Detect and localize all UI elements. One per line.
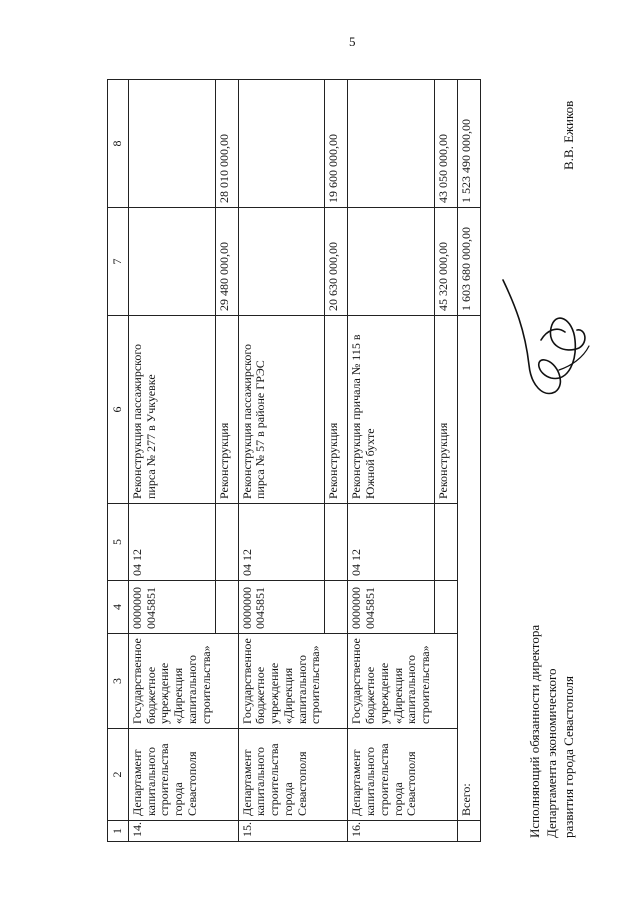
table-row — [348, 80, 435, 842]
description-cell: Реконструкция пассажирского пирса № 57 в районе ГРЭС — [238, 316, 325, 504]
type-cell: Реконструкция — [325, 316, 348, 504]
table-row — [238, 80, 325, 842]
signatory-position-line-1: Исполняющий обязанности директора — [527, 624, 542, 838]
value-8-cell: 43 050 000,00 — [435, 80, 458, 208]
signatory-position-line-3: развития города Севастополя — [561, 675, 576, 838]
section-cell: 04 12 — [238, 504, 325, 581]
description-cell: Реконструкция причала № 115 в Южной бухте — [348, 316, 435, 504]
signatory-position-line-2: Департамента экономического — [544, 668, 559, 838]
table-row — [128, 80, 215, 842]
header-cell: 3 — [108, 634, 129, 729]
type-cell: Реконструкция — [435, 316, 458, 504]
handwritten-signature — [485, 270, 605, 410]
code-cell: 0000000 0045851 — [348, 581, 435, 634]
value-7-cell: 45 320 000,00 — [435, 208, 458, 316]
code-cell: 0000000 0045851 — [238, 581, 325, 634]
signatory-name: В.В. Ежиков — [561, 100, 576, 170]
header-cell: 6 — [108, 316, 129, 504]
header-cell: 1 — [108, 821, 129, 842]
organization-cell: Государственное бюджетное учреждение «Дирекция капитального строительства» — [128, 634, 238, 729]
section-cell: 04 12 — [348, 504, 435, 581]
value-7-cell: 20 630 000,00 — [325, 208, 348, 316]
total-7-cell: 1 603 680 000,00 — [457, 208, 480, 316]
header-cell: 7 — [108, 208, 129, 316]
department-cell: Департамент капитального строительства города Севастополя — [128, 729, 238, 821]
header-cell: 8 — [108, 80, 129, 208]
budget-table — [107, 79, 481, 842]
header-row — [108, 80, 129, 842]
total-8-cell: 1 523 490 000,00 — [457, 80, 480, 208]
value-8-cell: 19 600 000,00 — [325, 80, 348, 208]
header-cell: 2 — [108, 729, 129, 821]
organization-cell: Государственное бюджетное учреждение «Дирекция капитального строительства» — [348, 634, 458, 729]
row-number: 15. — [238, 821, 348, 842]
section-cell: 04 12 — [128, 504, 215, 581]
value-8-cell: 28 010 000,00 — [215, 80, 238, 208]
total-label: Всего: — [457, 316, 480, 821]
page-number: 5 — [349, 34, 356, 49]
header-cell: 5 — [108, 504, 129, 581]
department-cell: Департамент капитального строительства города Севастополя — [238, 729, 348, 821]
row-number: 16. — [348, 821, 458, 842]
header-cell: 4 — [108, 581, 129, 634]
description-cell: Реконструкция пассажирского пирса № 277 в Учкуевке — [128, 316, 215, 504]
type-cell: Реконструкция — [215, 316, 238, 504]
row-number: 14. — [128, 821, 238, 842]
department-cell: Департамент капитального строительства города Севастополя — [348, 729, 458, 821]
code-cell: 0000000 0045851 — [128, 581, 215, 634]
total-row — [457, 80, 480, 842]
organization-cell: Государственное бюджетное учреждение «Дирекция капитального строительства» — [238, 634, 348, 729]
value-7-cell: 29 480 000,00 — [215, 208, 238, 316]
rotated-table-wrapper — [107, 80, 481, 842]
